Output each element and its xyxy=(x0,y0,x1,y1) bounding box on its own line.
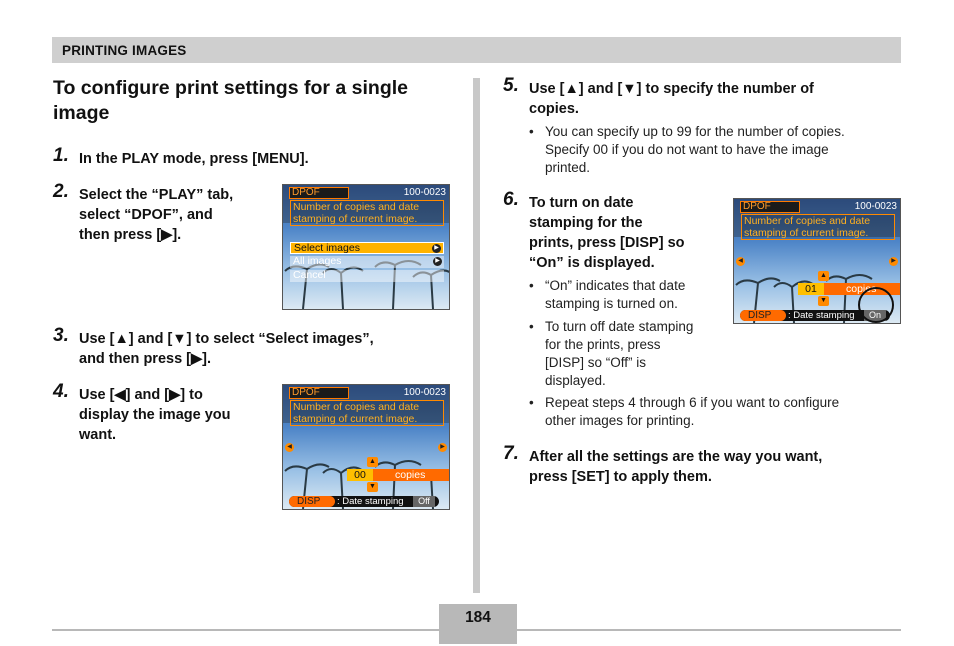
page-number: 184 xyxy=(465,609,491,626)
left-arrow-icon: ◀ xyxy=(736,257,745,266)
step-text-line: and then press [▶]. xyxy=(79,351,212,367)
bullet-dot: • xyxy=(529,124,534,139)
date-stamp-value: Off xyxy=(413,496,435,507)
step-number: 3. xyxy=(53,325,69,346)
screen-tag: DPOF xyxy=(289,387,349,399)
copies-count: 00 xyxy=(347,469,373,481)
note-repeat-steps xyxy=(529,394,909,430)
step-5 xyxy=(503,75,903,119)
step-number: 4. xyxy=(53,381,69,402)
section-header-bar xyxy=(52,37,901,63)
date-stamp-label: : Date stamping xyxy=(788,310,855,321)
step-7 xyxy=(503,443,903,487)
screen-tag: DPOF xyxy=(740,201,800,213)
step-3 xyxy=(53,325,463,369)
file-number: 100-0023 xyxy=(403,187,446,198)
step-text-line: select “DPOF”, and xyxy=(79,207,213,223)
note-line: “On” indicates that date xyxy=(545,278,686,293)
step-text-line: want. xyxy=(79,427,117,443)
page-title: To configure print settings for a single image xyxy=(53,77,408,124)
disp-key: DISP xyxy=(289,496,335,507)
note-line: Specify 00 if you do not want to have the image xyxy=(545,142,829,157)
highlight-circle xyxy=(858,287,894,323)
step-text-line: After all the settings are the way you want, xyxy=(529,449,823,465)
note-line: for the prints, press xyxy=(545,337,661,352)
message-line: Number of copies and date xyxy=(293,201,420,213)
camera-screen-copies-off xyxy=(282,384,450,510)
step-text-line: stamping for the xyxy=(529,215,643,231)
step-1 xyxy=(53,145,453,169)
down-arrow-icon: ▼ xyxy=(367,482,378,492)
up-arrow-icon: ▲ xyxy=(367,457,378,467)
step-text-line: Use [◀] and [▶] to xyxy=(79,387,203,403)
column-divider xyxy=(473,78,480,593)
message-line: Number of copies and date xyxy=(744,215,871,227)
menu-item-label: Cancel xyxy=(293,269,326,281)
note-line: [DISP] so “Off” is xyxy=(545,355,647,370)
date-stamp-value: On xyxy=(864,310,886,321)
bullet-dot: • xyxy=(529,278,534,293)
step-number: 7. xyxy=(503,443,519,464)
message-line: stamping of current image. xyxy=(744,227,869,239)
menu-item-select-images[interactable] xyxy=(290,242,444,254)
menu-item-all-images[interactable] xyxy=(290,256,444,268)
page-number-box xyxy=(439,604,517,630)
step-6 xyxy=(503,189,728,273)
step-text-line: prints, press [DISP] so xyxy=(529,235,685,251)
date-stamp-bar xyxy=(289,496,439,507)
step-text-line: “On” is displayed. xyxy=(529,255,655,271)
right-arrow-icon: ▶ xyxy=(889,257,898,266)
date-stamp-label: : Date stamping xyxy=(337,496,404,507)
note-turn-off xyxy=(529,318,729,390)
message-line: stamping of current image. xyxy=(293,213,418,225)
step-text-line: press [SET] to apply them. xyxy=(529,469,712,485)
bullet-dot: • xyxy=(529,395,534,410)
step-number: 1. xyxy=(53,145,69,166)
message-line: stamping of current image. xyxy=(293,413,418,425)
note-line: To turn off date stamping xyxy=(545,319,694,334)
note-copies-limit xyxy=(529,123,909,177)
step-number: 6. xyxy=(503,189,519,210)
left-arrow-icon: ◀ xyxy=(285,443,294,452)
step-number: 2. xyxy=(53,181,69,202)
camera-screen-dpof-menu xyxy=(282,184,450,310)
note-line: other images for printing. xyxy=(545,413,695,428)
screen-message xyxy=(290,200,444,226)
step-text-line: Use [▲] and [▼] to specify the number of xyxy=(529,81,814,97)
play-arrow-icon: ▶ xyxy=(432,244,441,253)
message-line: Number of copies and date xyxy=(293,401,420,413)
step-4 xyxy=(53,381,278,445)
copies-count: 01 xyxy=(798,283,824,295)
menu-item-label: All images xyxy=(293,255,342,267)
step-2 xyxy=(53,181,278,245)
step-text-line: Select the “PLAY” tab, xyxy=(79,187,234,203)
bullet-dot: • xyxy=(529,319,534,334)
down-arrow-icon: ▼ xyxy=(818,296,829,306)
note-line: You can specify up to 99 for the number of copies. xyxy=(545,124,845,139)
screen-tag: DPOF xyxy=(289,187,349,199)
copies-label: copies xyxy=(395,469,426,481)
screen-message xyxy=(741,214,895,240)
step-text-line: To turn on date xyxy=(529,195,634,211)
play-arrow-icon: ▶ xyxy=(433,257,442,266)
step-text-line: display the image you xyxy=(79,407,231,423)
note-on-indicates xyxy=(529,277,729,313)
disp-key: DISP xyxy=(740,310,786,321)
step-text-line: Use [▲] and [▼] to select “Select images”, xyxy=(79,331,374,347)
camera-screen-copies-on xyxy=(733,198,901,324)
menu-item-cancel[interactable] xyxy=(290,270,444,282)
file-number: 100-0023 xyxy=(854,201,897,212)
right-arrow-icon: ▶ xyxy=(438,443,447,452)
step-text-line: then press [▶]. xyxy=(79,227,182,243)
up-arrow-icon: ▲ xyxy=(818,271,829,281)
step-number: 5. xyxy=(503,75,519,96)
screen-message xyxy=(290,400,444,426)
step-text: In the PLAY mode, press [MENU]. xyxy=(79,151,309,167)
note-line: printed. xyxy=(545,160,591,175)
step-text-line: copies. xyxy=(529,101,579,117)
menu-item-label: Select images xyxy=(294,242,360,254)
copies-label: copies xyxy=(846,283,877,295)
page-number-tab xyxy=(439,631,517,644)
section-header: PRINTING IMAGES xyxy=(62,43,187,58)
copies-field xyxy=(347,469,449,481)
file-number: 100-0023 xyxy=(403,387,446,398)
note-line: displayed. xyxy=(545,373,606,388)
note-line: Repeat steps 4 through 6 if you want to configure xyxy=(545,395,840,410)
note-line: stamping is turned on. xyxy=(545,296,678,311)
